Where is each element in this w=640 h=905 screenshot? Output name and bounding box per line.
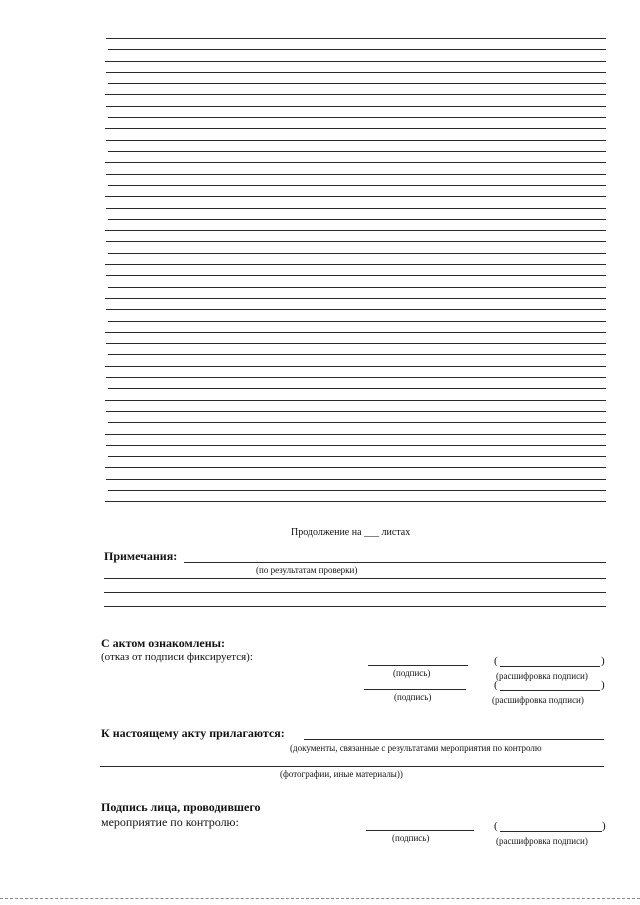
ruled-line (106, 106, 606, 107)
ruled-line (105, 162, 606, 163)
ruled-line (105, 94, 606, 95)
ruled-line (108, 321, 606, 322)
ruled-line (108, 422, 606, 423)
ruled-line (106, 377, 606, 378)
decoding-hint-2: (расшифровка подписи) (492, 695, 584, 705)
ruled-line (105, 61, 606, 62)
ruled-line (106, 343, 606, 344)
decoding-close-paren-2: ) (601, 679, 605, 691)
attachments-hint-2: (фотографии, иные материалы)) (280, 769, 403, 779)
attachments-line-1 (304, 739, 604, 740)
ruled-line (106, 208, 606, 209)
ruled-line (105, 128, 606, 129)
ruled-line (106, 275, 606, 276)
inspector-open-paren: ( (494, 820, 498, 832)
ruled-line (106, 241, 606, 242)
ruled-line (108, 287, 606, 288)
acquainted-label: С актом ознакомлены: (101, 636, 226, 650)
ruled-line (106, 72, 606, 73)
ruled-line (106, 140, 606, 141)
ruled-line (108, 253, 606, 254)
ruled-line (105, 298, 606, 299)
inspector-decoding-hint: (расшифровка подписи) (496, 836, 588, 846)
notes-line-2 (104, 578, 606, 579)
attachments-hint-1: (документы, связанные с результатами мероприятия по контролю (290, 743, 542, 753)
signature-line-2 (364, 689, 466, 690)
ruled-line (108, 151, 606, 152)
ruled-line (105, 366, 606, 367)
ruled-line (106, 411, 606, 412)
attachments-line-2 (100, 766, 604, 767)
continuation-prefix: Продолжение на (291, 527, 362, 538)
ruled-line (106, 479, 606, 480)
ruled-line (106, 309, 606, 310)
ruled-line (105, 230, 606, 231)
ruled-line (105, 196, 606, 197)
ruled-line (106, 174, 606, 175)
inspector-signature-hint: (подпись) (392, 833, 430, 843)
decoding-close-paren-1: ) (601, 655, 605, 667)
page-bottom-edge (0, 898, 640, 899)
continuation-suffix: листах (381, 527, 411, 538)
inspector-decoding-line (500, 831, 602, 832)
ruled-line (108, 49, 606, 50)
ruled-line (106, 38, 606, 39)
ruled-line (105, 434, 606, 435)
signature-line-1 (368, 665, 468, 666)
inspector-label-line2: мероприятие по контролю: (101, 815, 239, 829)
attachments-label: К настоящему акту прилагаются: (101, 726, 285, 740)
continuation-blank: ___ (364, 527, 380, 538)
ruled-line (108, 456, 606, 457)
ruled-line (105, 467, 606, 468)
inspector-close-paren: ) (602, 820, 606, 832)
ruled-line (108, 219, 606, 220)
ruled-line (108, 354, 606, 355)
refusal-note: (отказ от подписи фиксируется): (101, 651, 253, 663)
decoding-open-paren-2: ( (494, 679, 498, 691)
decoding-line-1 (500, 666, 600, 667)
signature-hint-1: (подпись) (393, 668, 431, 678)
ruled-line (105, 400, 606, 401)
notes-label: Примечания: (104, 549, 178, 563)
notes-line-3 (104, 592, 606, 593)
ruled-line (108, 388, 606, 389)
ruled-line (108, 117, 606, 118)
ruled-line (105, 332, 606, 333)
continuation-text (291, 528, 410, 538)
ruled-line (108, 490, 606, 491)
notes-line-1 (184, 562, 606, 563)
ruled-line (106, 445, 606, 446)
notes-line-4 (104, 606, 606, 607)
signature-hint-2: (подпись) (394, 692, 432, 702)
ruled-line (108, 83, 606, 84)
notes-hint: (по результатам проверки) (256, 565, 358, 575)
ruled-line (105, 501, 606, 502)
ruled-line (105, 264, 606, 265)
decoding-hint-1: (расшифровка подписи) (496, 671, 588, 681)
inspector-label-line1: Подпись лица, проводившего (101, 800, 261, 814)
inspector-signature-line (366, 830, 474, 831)
decoding-open-paren-1: ( (494, 655, 498, 667)
decoding-line-2 (500, 690, 600, 691)
ruled-line (108, 185, 606, 186)
